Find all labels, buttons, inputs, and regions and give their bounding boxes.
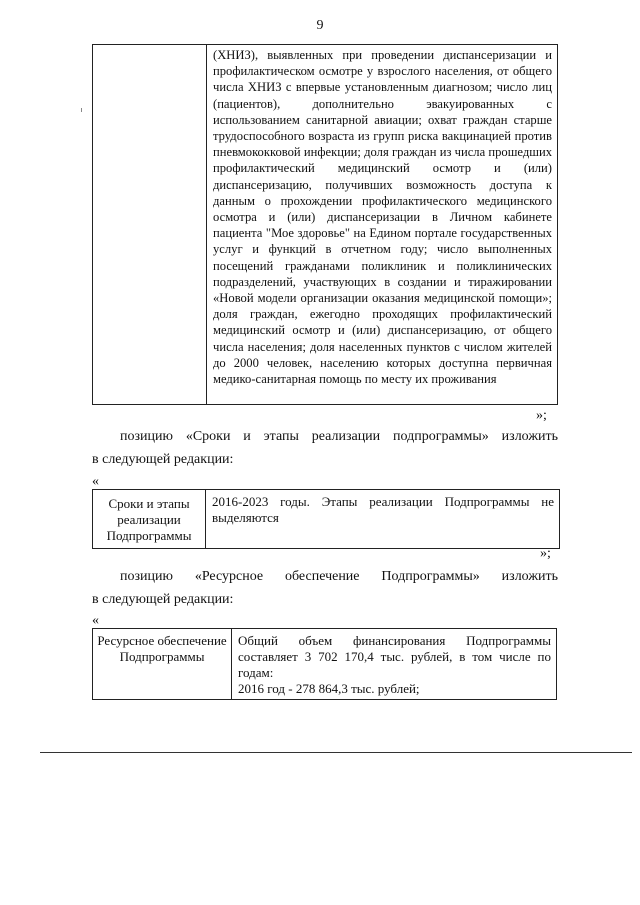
resources-value bbox=[232, 629, 557, 700]
resources-value-line-1: Общий объем финансирования Подпрограммы составляет 3 702 170,4 тыс. рублей, в том числе по годам: bbox=[238, 633, 551, 680]
resources-table bbox=[92, 628, 557, 700]
resources-label: Ресурсное обеспечение Подпрограммы bbox=[93, 629, 232, 700]
closing-quote-2: »; bbox=[540, 546, 551, 561]
paragraph-1-line-2: в следующей редакции: bbox=[92, 452, 234, 467]
footer-rule bbox=[40, 752, 632, 753]
continuation-table-left-cell bbox=[93, 45, 207, 405]
timeline-value: 2016-2023 годы. Этапы реализации Подпрограммы не выделяются bbox=[206, 490, 560, 549]
paragraph-2-line-2: в следующей редакции: bbox=[92, 592, 234, 607]
open-quote-1: « bbox=[92, 474, 99, 489]
open-quote-2: « bbox=[92, 613, 99, 628]
page-number: 9 bbox=[316, 18, 324, 33]
scan-artifact bbox=[81, 108, 82, 112]
paragraph-2-line-1: позицию «Ресурсное обеспечение Подпрограммы» изложить bbox=[120, 569, 558, 584]
continuation-table-right-cell: (ХНИЗ), выявленных при проведении диспансеризации и профилактическом осмотре у взрослого населения, от общего числа ХНИЗ с впервые установленным диагнозом; число лиц (пациентов), дополнительно эвакуированных с использованием санитарной авиации; охват граждан старше трудоспособного возраста из групп риска вакцинацией против пневмококковой инфекции; доля граждан из числа прошедших профилактический медицинский осмотр и (или) диспансеризацию, получивших возможность доступа к данным о прохождении профилактического медицинского осмотра и (или) диспансеризации в Личном кабинете пациента "Мое здоровье" на Едином портале государственных услуг и функций в отчетном году; число выполненных посещений гражданами поликлиник и поликлинических подразделений, участвующих в создании и тиражировании «Новой модели организации оказания медицинской помощи»; доля граждан, ежегодно проходящих профилактический медицинский осмотр и (или) диспансеризацию, от общего числа населения; доля населенных пунктов с числом жителей до 2000 человек, населению которых доступна первичная медико-санитарная помощь по месту их проживания bbox=[207, 45, 558, 405]
paragraph-1-line-1: позицию «Сроки и этапы реализации подпрограммы» изложить bbox=[120, 429, 558, 444]
continuation-table bbox=[92, 44, 558, 405]
timeline-table bbox=[92, 489, 560, 549]
timeline-label: Сроки и этапы реализации Подпрограммы bbox=[93, 490, 206, 549]
resources-value-line-2: 2016 год - 278 864,3 тыс. рублей; bbox=[238, 681, 420, 696]
closing-quote-1: »; bbox=[536, 408, 547, 423]
